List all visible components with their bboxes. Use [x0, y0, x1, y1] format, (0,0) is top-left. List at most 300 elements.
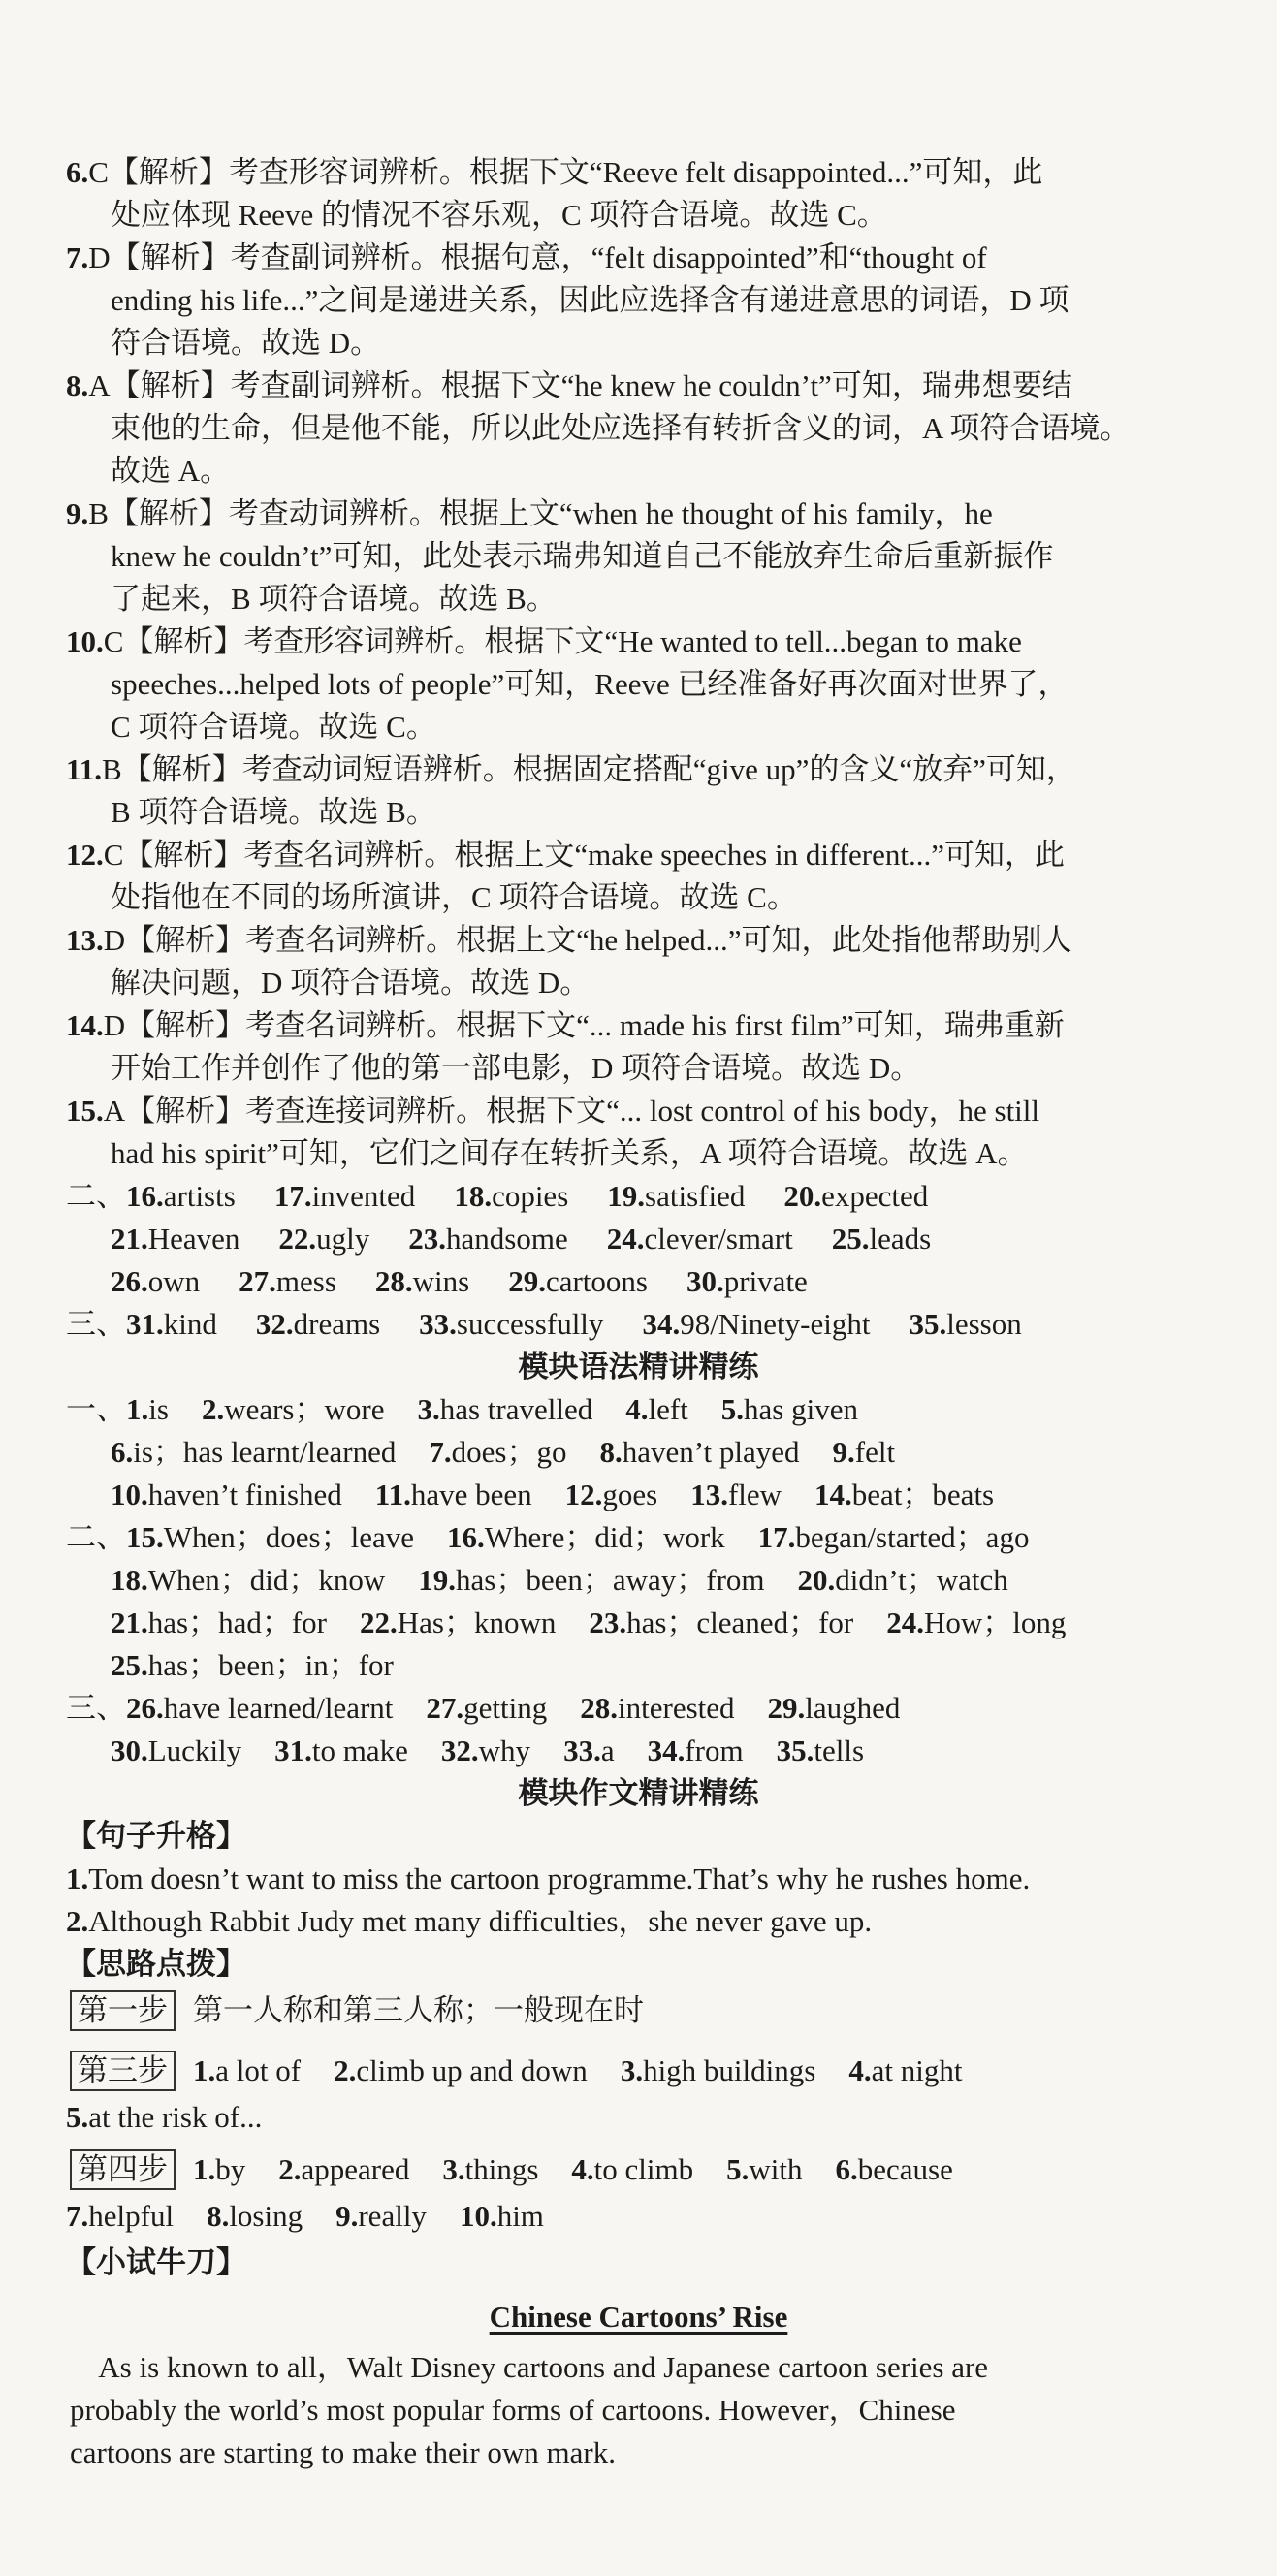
item-number: 7. [66, 2199, 89, 2233]
item-number: 23. [589, 1606, 627, 1639]
answer-item [599, 1435, 799, 1469]
item-answer: left [648, 1392, 688, 1426]
analysis-q13-line [0, 962, 1277, 1004]
answer-item [589, 1606, 853, 1639]
item-answer: felt [854, 1435, 896, 1469]
answer-item [202, 1392, 385, 1426]
answer-item [418, 1563, 764, 1597]
item-answer: climb up and down [356, 2053, 588, 2087]
essay-title: Chinese Cartoons’ Rise [489, 2300, 788, 2334]
item-number: 22. [278, 1222, 317, 1256]
item-number: 26. [126, 1691, 164, 1725]
item-number: 27. [426, 1691, 464, 1725]
item-number: 1. [66, 1861, 89, 1895]
answer-item [447, 1520, 725, 1554]
analysis-text: 处指他在不同的场所演讲，C 项符合语境。故选 C。 [111, 880, 797, 914]
item-number: 29. [508, 1264, 546, 1298]
analysis-text: 解决问题，D 项符合语境。故选 D。 [111, 966, 591, 1000]
item-number: 35. [909, 1307, 947, 1341]
item-answer: How；long [923, 1606, 1067, 1639]
grammar-title-row [0, 1346, 1277, 1388]
analysis-q14-line [0, 1004, 1277, 1047]
item-number: 33. [419, 1307, 457, 1341]
item-number: 7. [429, 1435, 452, 1469]
item-number: 24. [606, 1222, 645, 1256]
analysis-q8-line [0, 365, 1277, 407]
item-answer: a lot of [215, 2053, 302, 2087]
item-number: 2. [66, 1904, 89, 1938]
item-answer: satisfied [645, 1179, 746, 1213]
analysis-text: knew he couldn’t”可知，此处表示瑞弗知道自己不能放弃生命后重新振作 [111, 539, 1054, 573]
item-answer: with [749, 2152, 803, 2186]
answer-item [278, 1222, 369, 1256]
step-label: 第四步 [70, 2149, 176, 2190]
item-number: 27. [239, 1264, 276, 1298]
item-number: 28. [580, 1691, 619, 1725]
grammar-row [0, 1644, 1277, 1687]
answer-item [429, 1435, 566, 1469]
analysis-q6-line [0, 151, 1277, 194]
answer-item [111, 1478, 342, 1511]
item-number: 2. [334, 2053, 357, 2087]
item-answer: to make [311, 1733, 408, 1767]
analysis-text: had his spirit”可知，它们之间存在转折关系，A 项符合语境。故选 A。 [111, 1136, 1028, 1170]
item-answer: private [723, 1264, 808, 1298]
answer-item [375, 1478, 532, 1511]
item-number: 18. [111, 1563, 148, 1597]
item-answer: wears；wore [224, 1392, 385, 1426]
item-number: 12. [564, 1478, 603, 1511]
analysis-text: 符合语境。故选 D。 [111, 326, 381, 360]
question-number: 14. [66, 1008, 104, 1042]
item-number: 32. [440, 1733, 479, 1767]
answer-item [207, 2199, 303, 2233]
section-prefix: 二、 [66, 1179, 126, 1213]
item-number: 8. [599, 1435, 623, 1469]
item-number: 29. [767, 1691, 806, 1725]
grammar-row [0, 1687, 1277, 1730]
answer-item [726, 2152, 802, 2186]
item-answer: a [600, 1733, 615, 1767]
heading-row [0, 1815, 1277, 1858]
item-number: 4. [571, 2152, 594, 2186]
analysis-q7-line [0, 322, 1277, 365]
item-number: 33. [563, 1733, 601, 1767]
answer-item [442, 2152, 538, 2186]
item-answer: Luckily [147, 1733, 242, 1767]
analysis-text: A【解析】考查副词辨析。根据下文“he knew he couldn’t”可知，瑞弗想要结 [88, 368, 1072, 402]
item-answer: him [496, 2199, 544, 2233]
question-number: 9. [66, 496, 89, 530]
analysis-text: D【解析】考查副词辨析。根据句意，“felt disappointed”和“thought of [88, 240, 987, 274]
essay-line [0, 2389, 1277, 2432]
essay-line [0, 2346, 1277, 2389]
item-answer: has；been；away；from [456, 1563, 765, 1597]
sub-heading: 【思路点拨】 [66, 1947, 246, 1981]
item-answer: began/started；ago [795, 1520, 1030, 1554]
item-answer: cartoons [545, 1264, 648, 1298]
analysis-q7-line [0, 237, 1277, 279]
answer-item [508, 1264, 648, 1298]
analysis-q7-line [0, 279, 1277, 322]
item-answer: losing [229, 2199, 303, 2233]
item-answer: dreams [293, 1307, 381, 1341]
grammar-row [0, 1730, 1277, 1772]
step-row [0, 2096, 1277, 2139]
item-number: 3. [620, 2053, 644, 2087]
analysis-q9-line [0, 493, 1277, 535]
question-number: 13. [66, 923, 104, 957]
item-answer: because [857, 2152, 953, 2186]
essay-text: cartoons are starting to make their own mark. [70, 2435, 616, 2469]
step-text: 第一人称和第三人称；一般现在时 [193, 1993, 644, 2027]
item-answer: really [358, 2199, 427, 2233]
answer-item [126, 1307, 217, 1341]
question-number: 12. [66, 838, 104, 872]
answer-item [278, 2152, 409, 2186]
analysis-text: 处应体现 Reeve 的情况不容乐观，C 项符合语境。故选 C。 [111, 198, 887, 232]
item-answer: successfully [456, 1307, 604, 1341]
item-answer: artists [163, 1179, 236, 1213]
question-number: 10. [66, 624, 104, 658]
item-number: 16. [446, 1520, 485, 1554]
answer-item [758, 1520, 1030, 1554]
analysis-q15-line [0, 1132, 1277, 1175]
answer-item [642, 1307, 870, 1341]
item-answer: has travelled [439, 1392, 593, 1426]
analysis-q6-line [0, 194, 1277, 237]
item-number: 23. [408, 1222, 447, 1256]
item-number: 21. [111, 1606, 148, 1639]
item-number: 28. [374, 1264, 413, 1298]
answer-item [360, 1606, 556, 1639]
analysis-q11-line [0, 748, 1277, 791]
answer-item [274, 1179, 416, 1213]
item-answer: goes [602, 1478, 658, 1511]
item-answer: didn’t；watch [835, 1563, 1008, 1597]
item-number: 32. [255, 1307, 294, 1341]
answer-item [625, 1392, 688, 1426]
answer-item [768, 1691, 901, 1725]
item-number: 9. [832, 1435, 855, 1469]
item-answer: clever/smart [644, 1222, 793, 1256]
sentence-text: Although Rabbit Judy met many difficulties，she never gave up. [88, 1904, 873, 1938]
step-label: 第三步 [70, 2051, 176, 2091]
grammar-row [0, 1602, 1277, 1644]
item-number: 5. [66, 2100, 89, 2134]
grammar-row [0, 1559, 1277, 1602]
answer-item [111, 1648, 394, 1682]
essay-line [0, 2432, 1277, 2474]
answer-item [111, 1264, 200, 1298]
item-answer: getting [463, 1691, 548, 1725]
grammar-row [0, 1431, 1277, 1474]
item-answer: expected [821, 1179, 929, 1213]
answer-item [621, 2053, 816, 2087]
essay-text: As is known to all，Walt Disney cartoons and Japanese cartoon series are [70, 2350, 989, 2384]
analysis-q10-line [0, 706, 1277, 748]
item-answer: does；go [451, 1435, 567, 1469]
analysis-text: B【解析】考查动词辨析。根据上文“when he thought of his family，he [88, 496, 993, 530]
analysis-q15-line [0, 1090, 1277, 1132]
sentence-row [0, 1858, 1277, 1900]
item-number: 3. [442, 2152, 465, 2186]
section-3-row [0, 1303, 1277, 1346]
item-answer: Has；known [397, 1606, 557, 1639]
sentence-text: Tom doesn’t want to miss the cartoon programme.That’s why he rushes home. [88, 1861, 1031, 1895]
item-number: 8. [207, 2199, 230, 2233]
answer-item [836, 2152, 953, 2186]
answer-item [408, 1222, 567, 1256]
item-answer: haven’t played [622, 1435, 800, 1469]
item-number: 9. [335, 2199, 359, 2233]
answer-item [721, 1392, 858, 1426]
item-answer: has given [744, 1392, 858, 1426]
item-answer: by [215, 2152, 246, 2186]
item-number: 30. [111, 1733, 148, 1767]
item-number: 20. [797, 1563, 836, 1597]
item-answer: leads [869, 1222, 932, 1256]
analysis-text: C【解析】考查形容词辨析。根据下文“He wanted to tell...began to make [103, 624, 1022, 658]
item-answer: own [147, 1264, 201, 1298]
item-number: 25. [831, 1222, 870, 1256]
item-answer: invented [311, 1179, 416, 1213]
section-prefix: 三、 [66, 1691, 126, 1725]
item-number: 13. [690, 1478, 728, 1511]
item-answer: When；does；leave [163, 1520, 414, 1554]
item-number: 1. [193, 2053, 216, 2087]
item-number: 22. [359, 1606, 398, 1639]
item-answer: haven’t finished [147, 1478, 342, 1511]
item-number: 26. [111, 1264, 148, 1298]
item-number: 16. [126, 1179, 164, 1213]
step-row [0, 2148, 1277, 2191]
item-number: 1. [126, 1392, 149, 1426]
question-number: 11. [66, 752, 103, 786]
item-answer: When；did；know [147, 1563, 386, 1597]
answer-item [126, 1179, 236, 1213]
answer-item [777, 1733, 864, 1767]
item-number: 17. [757, 1520, 796, 1554]
item-answer: 98/Ninety-eight [680, 1307, 871, 1341]
item-number: 24. [886, 1606, 924, 1639]
analysis-text: A【解析】考查连接词辨析。根据下文“... lost control of his body，he still [103, 1094, 1040, 1128]
answer-item [111, 1606, 327, 1639]
answer-item [563, 1733, 615, 1767]
answer-item [126, 1392, 169, 1426]
analysis-q13-line [0, 919, 1277, 962]
item-number: 11. [374, 1478, 411, 1511]
analysis-q12-line [0, 834, 1277, 876]
section-prefix: 一、 [66, 1392, 126, 1426]
item-number: 31. [126, 1307, 164, 1341]
answer-item [126, 1520, 414, 1554]
question-number: 8. [66, 368, 89, 402]
item-answer: beat；beats [851, 1478, 995, 1511]
analysis-q10-line [0, 620, 1277, 663]
analysis-text: B 项符合语境。故选 B。 [111, 795, 436, 829]
answer-item [460, 2199, 544, 2233]
analysis-text: ending his life...”之间是递进关系，因此应选择含有递进意思的词语，D 项 [111, 283, 1069, 317]
analysis-text: B【解析】考查动词短语辨析。根据固定搭配“give up”的含义“放弃”可知， [102, 752, 1076, 786]
answer-item [66, 2100, 262, 2134]
item-answer: is；has learnt/learned [133, 1435, 397, 1469]
item-answer: have learned/learnt [163, 1691, 394, 1725]
answer-item [833, 1435, 896, 1469]
answer-item [454, 1179, 568, 1213]
item-answer: why [478, 1733, 531, 1767]
answer-item [426, 1691, 547, 1725]
essay-text: probably the world’s most popular forms of cartoons. However，Chinese [70, 2393, 956, 2427]
section-2-row [0, 1175, 1277, 1218]
item-number: 19. [418, 1563, 457, 1597]
item-answer: laughed [805, 1691, 901, 1725]
answer-item [419, 1307, 603, 1341]
section-prefix: 二、 [66, 1520, 126, 1554]
analysis-q9-line [0, 535, 1277, 578]
sub-heading: 【句子升格】 [66, 1819, 246, 1853]
item-answer: mess [275, 1264, 336, 1298]
item-number: 34. [642, 1307, 681, 1341]
answer-item [441, 1733, 530, 1767]
answer-item [690, 1478, 782, 1511]
item-number: 21. [111, 1222, 148, 1256]
answer-item [580, 1691, 734, 1725]
analysis-q10-line [0, 663, 1277, 706]
item-number: 5. [720, 1392, 745, 1426]
analysis-q14-line [0, 1047, 1277, 1090]
item-answer: from [685, 1733, 744, 1767]
answer-item [111, 1733, 241, 1767]
answer-item [565, 1478, 658, 1511]
item-answer: things [464, 2152, 539, 2186]
step-row [0, 2050, 1277, 2092]
item-number: 31. [274, 1733, 312, 1767]
heading-row [0, 1943, 1277, 1986]
item-answer: copies [492, 1179, 569, 1213]
analysis-text: C【解析】考查名词辨析。根据上文“make speeches in different...”可知，此 [103, 838, 1066, 872]
item-answer: helpful [88, 2199, 175, 2233]
item-answer: have been [410, 1478, 532, 1511]
analysis-text: 束他的生命，但是他不能，所以此处应选择有转折含义的词，A 项符合语境。 [111, 411, 1131, 445]
question-number: 7. [66, 240, 89, 274]
answer-item [375, 1264, 469, 1298]
answer-item [607, 1179, 745, 1213]
item-number: 10. [459, 2199, 497, 2233]
analysis-q12-line [0, 876, 1277, 919]
answer-item [798, 1563, 1008, 1597]
answer-item [909, 1307, 1021, 1341]
answer-item [832, 1222, 931, 1256]
item-number: 2. [278, 2152, 302, 2186]
answer-item [417, 1392, 592, 1426]
analysis-text: D【解析】考查名词辨析。根据下文“... made his first film”可知，瑞弗重新 [103, 1008, 1065, 1042]
analysis-q9-line [0, 578, 1277, 620]
item-answer: flew [727, 1478, 782, 1511]
item-number: 34. [647, 1733, 686, 1767]
answer-item [686, 1264, 808, 1298]
item-number: 18. [454, 1179, 493, 1213]
analysis-text: 开始工作并创作了他的第一部电影，D 项符合语境。故选 D。 [111, 1051, 921, 1085]
analysis-text: 了起来，B 项符合语境。故选 B。 [111, 582, 557, 616]
analysis-text: speeches...helped lots of people”可知，Reeve 已经准备好再次面对世界了， [111, 667, 1069, 701]
item-number: 30. [686, 1264, 724, 1298]
item-number: 6. [111, 1435, 134, 1469]
answer-item [571, 2152, 693, 2186]
grammar-row [0, 1516, 1277, 1559]
answer-item [66, 2199, 174, 2233]
answer-item [256, 1307, 380, 1341]
answer-item [111, 1435, 396, 1469]
answer-item [126, 1691, 393, 1725]
answer-item [111, 1222, 239, 1256]
grammar-row [0, 1474, 1277, 1516]
item-answer: wins [412, 1264, 470, 1298]
analysis-text: C 项符合语境。故选 C。 [111, 710, 436, 744]
item-answer: handsome [446, 1222, 568, 1256]
answer-item [783, 1179, 928, 1213]
step-row [0, 2195, 1277, 2238]
answer-item [239, 1264, 336, 1298]
item-number: 17. [273, 1179, 312, 1213]
item-number: 4. [625, 1392, 649, 1426]
step-row [0, 1989, 1277, 2032]
question-number: 6. [66, 155, 89, 189]
item-number: 20. [783, 1179, 822, 1213]
item-answer: appeared [301, 2152, 410, 2186]
answer-item [814, 1478, 994, 1511]
answer-item [274, 1733, 408, 1767]
analysis-q11-line [0, 791, 1277, 834]
analysis-q8-line [0, 407, 1277, 450]
item-number: 6. [835, 2152, 858, 2186]
sentence-row [0, 1900, 1277, 1943]
item-number: 25. [111, 1648, 148, 1682]
answer-item [886, 1606, 1066, 1639]
section-title: 模块作文精讲精练 [518, 1776, 759, 1810]
item-answer: Where；did；work [484, 1520, 725, 1554]
answer-item [607, 1222, 793, 1256]
item-number: 4. [848, 2053, 872, 2087]
answer-item [848, 2053, 962, 2087]
item-number: 10. [111, 1478, 148, 1511]
item-number: 3. [417, 1392, 440, 1426]
item-number: 15. [126, 1520, 164, 1554]
heading-row [0, 2242, 1277, 2284]
item-answer: is [148, 1392, 169, 1426]
answer-item [193, 2053, 301, 2087]
item-number: 35. [776, 1733, 814, 1767]
essay-title-row [0, 2296, 1277, 2338]
item-answer: at night [871, 2053, 963, 2087]
item-number: 19. [607, 1179, 646, 1213]
analysis-q8-line [0, 450, 1277, 493]
answer-item [334, 2053, 588, 2087]
item-answer: has；cleaned；for [626, 1606, 854, 1639]
item-answer: interested [618, 1691, 735, 1725]
question-number: 15. [66, 1094, 104, 1128]
item-number: 5. [726, 2152, 750, 2186]
analysis-text: D【解析】考查名词辨析。根据上文“he helped...”可知，此处指他帮助别人 [103, 923, 1072, 957]
item-number: 1. [193, 2152, 216, 2186]
section-2-row [0, 1218, 1277, 1260]
answer-item [111, 1563, 385, 1597]
item-answer: high buildings [643, 2053, 816, 2087]
item-number: 14. [814, 1478, 852, 1511]
section-2-row [0, 1260, 1277, 1303]
answer-item [335, 2199, 427, 2233]
section-prefix: 三、 [66, 1307, 126, 1341]
